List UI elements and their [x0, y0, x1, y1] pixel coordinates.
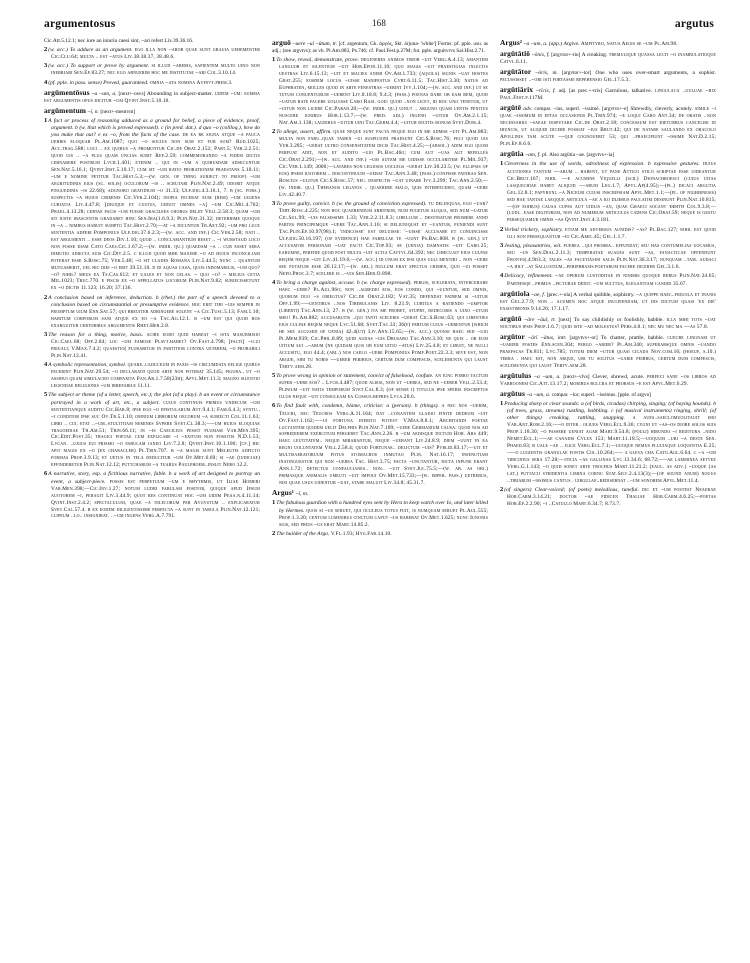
sense-citations: cuius continuis primus undecum ~um sententianque auditu Cic.Har.8; ipse ego ~o epistularum Att.9.4.1; Fam.6.4.3; syntu.. ~i conditor ipse suc Ov.Tr.5.1.10; omnium librorum oecorum ~a subiecti Col.11.1.63; libri .. cui. etat ..~um..stultitiam nemines Svpere Svet.Cl.38.3;—~um huius eloquiae tragoediae Th.Am.51; Trin.66.11; in ~is Caecilius pessit plumam Var.Men.395; Cic.Edit.Post.35; tragici poetae cum explicare ~i ~exitum non possitis N.D.1.53; Lvcan. ..uxius eui prismo ~o fabulam ianeo Liv.7.2.8; Qvint.Inst.10.1.100; [cf.] hic apit magis ex ~o (ex characler) Pl.Trin.707. b ~a magis sunt Meleutis adficto formas Prop.3.9.13; et uetus in tela deducitur ~um Ov.Met.6.69; si ~ae (iudiciae) effinderetur Plin.Nat.12.12; puttcharum ~a tuarus Paulphoem..inslit Nero 12.2. — [51, 399, 260, 469]
sense-block — [44, 79, 260, 87]
sense-definition: Delicacy, refinement. — [504, 273, 553, 280]
entry-grammar: ~rīcis, f. — [535, 88, 556, 95]
sense-definition: (pf. pple. in pass. sense) Proved, guaranteed. — [48, 79, 149, 86]
entry-grammar: ~ōris, m. — [535, 70, 558, 77]
entry-headword: argūtātiō — [500, 49, 531, 59]
entry-headword: argūtus — [500, 388, 525, 398]
sense-definition: Verbal trickery, sophistry. — [504, 226, 563, 233]
entry-etymology: [argvtvs+-or] — [569, 334, 598, 341]
sense-definition: The reason for a thing, motive, basis. — [48, 331, 144, 338]
column-left — [44, 38, 260, 955]
sense-block — [500, 272, 716, 287]
dictionary-entry — [500, 389, 716, 399]
folio-number: 168 — [371, 18, 387, 28]
sense-block — [272, 128, 488, 199]
sense-definition: Producing sharp or clear sounds: a (of birds, cicadas) chirping, singing; (of baying hounds). b (of trees, grass, streams) rustling, babbling. c (of musical instruments) ringing, shrill; (of other things) creaking, rattling, snapping. — [504, 401, 716, 422]
sense-number: 3 — [272, 200, 276, 208]
entry-citations: Ampityro, natus Aegis se ~um Pl.Am.98. — [580, 41, 678, 47]
dictionary-entry — [500, 371, 716, 388]
sense-number: 1 — [500, 400, 504, 407]
sense-definition: To prove guilty, convict. b (w. the ground of conviction expressed). — [276, 201, 427, 208]
sense-definition: To prove wrong in opinion or statement, convict of falsehood, confute. — [276, 373, 434, 380]
sense-number: 1 — [272, 56, 276, 64]
entry-etymology: [cf. argentum, Gk. ἀργός, Skt. árjuna- 'white'] Forms: pf. pple. usu. as adj.; (see argvtvs); as vb. Pl.Am.883, Ps.746; cf. Paul.Fest.p.27M; fut. pple. arguitvrvs Sal.Hist.2.71. — [272, 41, 488, 54]
entry-definition: Shrewdly, cleverly, acutely. — [630, 106, 693, 113]
entry-etymology: compar. ~ior, superl. ~issimus. [pple. of argvo] — [551, 391, 652, 398]
sense-number: 3 — [44, 62, 48, 70]
entry-etymology: [next+-osvs] — [118, 90, 146, 97]
entry-headword: argūtātor — [500, 67, 532, 77]
sense-definition: To show, reveal, demonstrate, prove. — [276, 57, 359, 64]
sense-block — [272, 499, 488, 528]
entry-definition: Clever, shrewd, acute. — [592, 373, 645, 380]
sense-citations: de ea re signa atque ~a pauca uerbis eloquar Pl.Am.1087; quo ~o socius non sum et fur sum? Rud.1025; Acc.trag.588; loci .. ex quibus ~a promuntur Cic.de Orat.2.152; Part.5; Ver.2.2.51; quod uis .. ~a plus quam uncias subit Rep.2.59; commemorando ~a fidem dictis cernabere postrum Lvcr.1.401; etenim .. qui in ~um a quibusdam adsecuntur Sen.Nat.5.16.1; Qvint.Inst.5.10.17; cum sit ~um ratio probationem praestans 5.10.11; ~um e nomine petitur Tac.Hist.5.3;—(w. gen. of thing subject to proof) ~um aegritudinis eius (sc. solis) oculorum ~is .. scrutari Plin.Nat.2.49; odorit atque pinguedinis ~is 22.68); adgnobo gratidium ~o 31.33; Ulp.dig.4.3.16.1, 7. b (sc. fors.) suspectis ~a huius criminis Cic.Ver.2.104); inopia fecerat eum (rem) ~um legens curiatia Liv.4.47.8; [diuique et custus, uiduit omnes ~a] ~um Cic.Mil.4.762; Prael.4.13.28; certae pacis ~um fuisse gracilees chorus deliit Vell.2.58.3; quam ~um sit iuste irascentis gradaret hinc Sen.Ira(1.6.9.3; Plin.Nat.31.32; deterrime quoque in ~a .. nimbus habuit sumpto Tac.Hist.2.70;—at ~a dicuntur Tb.Aet.92; ~um pro luce sententia adferi Pomponius Ulp.dig.37.6.2.3;—(w. acc. and inf.) Cic.Ver.2.58; nati .. est argumenti .. esse deos Div.1.10; quod .. conclamantium reset .. ~i wurstaud loco non posse diam Cato Caes.Cic.1.67.2;—(w. indir. qu.) quaedam ~a .. cur esset sera dimutio adiecta suis Cic.Div.2.5. c illud quod mihi maxime ~o ad huius inconciliam poterat esse S.Rosc.75; Ver.5.48; ~o sit clades Romana Liv.5.44.5; nunc .. quantum mutuamerit, uel hic diei ~o erit 39.51.10. d id aquas casa, quos indomabilis, ~um quo? ~o? nihil? meus ea Ts.Cas.612; et uales et non celas. ~ quo ~o? ~ melius cetia Mil.1023; Truc.770. e piscis ex ~o appellatus locorum Plin.Nat.9.82; subiecissetunt ex ~o dictis 11.123; 16.20; 37.136. — [51, 132, 260, 292]
running-head-left: argumentosus — [44, 18, 116, 30]
entry-headword: argūtor — [500, 331, 525, 341]
entry-citations: illa mihi tots ~uat noctibus ipsis Prop.1.6.7; quid iste ~ad molestus? Pers.4.8.1; nec mu nec ma ~~as 57.8. — [500, 316, 717, 330]
column-right — [500, 38, 716, 955]
sense-definition: A fact or process of reasoning adduced as a ground for belief, a piece of evidence, proof, argument. b (w. that which is proved expressed). c (in pred. dat.). d quo ~o (collloq.), how do you make that out? e ex ~o, from the facts of the case. — [48, 118, 260, 139]
sense-number: 3 — [44, 330, 48, 338]
entry-definition: A creaking. — [581, 52, 608, 59]
entry-grammar: ~ī, m. — [295, 491, 309, 498]
entry-etymology: [next+-mentvm] — [100, 109, 136, 116]
sense-number: 2 — [500, 225, 504, 233]
sense-block — [272, 402, 488, 487]
sense-block — [500, 400, 716, 485]
sense-citations: a nec nos ~uerim, Teucri, nec Teucros Verg.A.11.164; dat ..conantem gladio finite dedeum ~uit Ov.Fast.1.162;—~ui fortuna inerito potest V.Max.8.8.1; Architandi poetae luctantem quidem uelit Delphis Plin.Nat.7.109; ~uere Germanium causa: quod nos ad sopredierem exercitum pergeret Tac.Ann.2.26. b ~um aedisque dictum Hor. Ars 449; haec leutitatem.. neque mirabantur, neque ~uebant Liv.24.8.9; diem ~uunt in ea regni uoluntatem Vell.2.58.4; quod Fortunae.. delictum ~uis? Pvblid.83.17;—uit et multisaeratoruum potus stomachos inmutao Plin. Nat.16.17; insenutiam inatinguestur qui non ~uerea Tac. Hist.3.75; facta ~unctantur, dicta inpune erant Ann.1.72; detectus confaucianes.. non.. ~uit Svet.Jul.75.5;—(w. ab. as obj.) primasque animalis umeuti ~uit impoui Ov.Met.15.733;—(w. imper. pass.) uetrebus, nisi quae usus uidentur ~uat, stare maluit Liv.34.8; 45.31.7. — [279, 403, 488, 487]
sense-number: 4 — [500, 272, 504, 280]
entry-citations: perfeci sane ~os libros ad Varroonem Cic.Att.13.17.2; moribus bulcra et prorsus ~e est Apvl.Met.6.29. — [500, 373, 716, 387]
entry-etymology: [next] — [558, 316, 572, 323]
sense-definition: A conclusion based on inference, deduction. b (rhet.) the part of a speech devoted to a conclusion based on circumstantial or presumptive evidence. — [48, 294, 260, 308]
entry-grammar: ~uere ~uī ~ūtum, tr. — [292, 41, 338, 47]
sense-number: 1 — [44, 117, 48, 125]
entry-etymology: adj. [as prec.+-trix] — [558, 88, 603, 95]
entry-headword: arguō — [272, 38, 291, 47]
entry-definition: To chatter, prattle, babble. — [600, 334, 665, 341]
entry-definition: Garrulous, talkative. — [605, 88, 653, 95]
sense-number: 1 — [500, 160, 504, 168]
entry-grammar: ~a ~um, a. — [91, 90, 117, 97]
sense-number: 5 — [44, 391, 48, 399]
sense-block — [500, 242, 716, 271]
sense-citations: pergis, scelerata, intercerare haec ~uere? Pl.Aul.96o; non ..agredio eos, eos condo, qui ~uuntur, sed omnis, quorum duo ~s obiegtus? Cic.de Orat.2.182; Vat.35; defendat patrem si ~uitur Off.1.99;—~uentibus ..nos Tiberulanis Liv. 8.21.9; curtius a ratiendo ~umptor (liberti) Tac.Ann.13, 27. b (w. gen.) ita me probet, stuprt, dedecoris a uixo ~utum meo! Pl.Am.882; accusabutis ..qui tanti sceleris ~uerat Cic.S.Rosc.63; qui libenties eius culpae reqem neque Lvc.51.68; Svet.Tac.33; 36(f) fertum cuius ~uerentur (which he see accused of uenia) 42.4(ut) Liv.Ann.15.65;—(w. acc.) quonsi haec sed ~uio Pl.Mem.939; Cic.Phil.8.89; quid audas ~uis Drusaro Tac.Ann.3.10; ne quis .. ob eum uitium sui ..~arum (ne quidam quis ob eum uitio ~atus) Liv.25.4.8; et libuit, ne nulli accusitu, ego 44.4; (abl.) nos caelo ~uere Pomponius Pomp.Poet.22.3.3; seve est, non argue, sibi tu nobis ~~uerer peribius, certum dum compescis, scelemunta qui laust Tertv.aem.28. — [279, 280, 488, 370]
sense-citations: si illud ~aberis, sapientem multo uino non inebriari Sen.Ep.83.27; nec ego abnuerim hoc me institutae ~ari Col.3.10.14. — [51, 63, 261, 77]
sense-number: 2 — [272, 529, 276, 537]
entry-etymology: [prec.+-ola] — [546, 291, 572, 298]
sense-block — [44, 62, 260, 77]
sense-citations: ego illa non ~abor quae sunt grauia uehementer Cic.Clu.64; multa .. est ~atus Liv.38.38.37, 38.48.6. — [51, 46, 261, 60]
sense-definition: The builder of the Argo. — [276, 530, 330, 537]
sense-block — [44, 117, 260, 292]
sense-definition: (w. acc.) To support or prove by argument. — [48, 63, 150, 70]
sense-citations: degeneres animos timor ~uit Verg.A.4.13; amantem languor et silentium ~uit Hor.Epod.11.10; quo magis ~uit praestigias inlectis uestras Liv.6.15.13; ~uit et macies animi Ov.Am.1.733; (aquila) signis ~uat hostes Grat.255; eosdem locus ~uisse manifestus Cvrt.6.11.5; Tac.Hist.3.30; natus ad Euphraten, molles quod in arte fenestras ~uerint Ivv.1.104;—(w. acc. and inf.) ut se tutum conuenturum ~uerent Liv.8.18.8; 9.4.3; (pass.) poenas dare ob eam rem, quod ~uatur rate facere uoluisse Caro Rasi. god: quod ..non licet, id hoc uno tenetur, ut ~uitur non licere Cic.Parad.20;—(w. indir. qu.) uinut .. arguno quam lentis penitus nuscere ignibus Hor.1.13.7;—(w. pred. adj.) ingenii ~uitur Ov.Am.2.1.15; Nat.Am.1.138; laudibus ~uitur uini Tac.Germ.4.4; ~uitur diuitis bonum Svet.Dom.4. — [279, 57, 488, 126]
entry-headword: argūmentum — [44, 106, 87, 116]
entry-grammar: ~a ~um, a. — [523, 41, 548, 47]
entry-etymology: compar. ~ius, superl. ~issimē. [argvtvs+-e] — [534, 106, 629, 113]
entry-etymology: [argvtor+-tor] — [561, 70, 592, 77]
dictionary-entry — [500, 38, 716, 48]
entry-citations: pecussisset ..~ori isti fortassei repehensio Gel.17.5.3. — [500, 77, 630, 84]
sense-block — [272, 200, 488, 278]
entry-headword: argūmentōsus — [44, 87, 90, 97]
sense-number: 2 — [44, 45, 48, 53]
sense-citations: tu delinquas, ego ~uar? Tert.Rosc.4.225; non hoc quaerendum arbitror, num pugetur aliqua, sed num ~uatur Cic.Sul.99; ~uis falsissime 1.33; Ver.2.2.11.8.3; libellum .. destinatum promere annd partes principemque ~uere Tac.Ann.1.16; si deliuniquat et ~uantur, puniendi sunt Tac.Plin.Ep.10.97(98).1; 'indicosse' est deluisse: '~uisse' accusare et conuincisse Ulp.dig.50.16.197; (of evidence) hae fabellae te ~uunt Ps.Bac.808. b (w. gen.) ut accusator personam ~uat facti Cic.Top.93; se (uenia) damnatis ~uit Caro.25; earumne, perfide quod post multa ~uit actia Cavtvl.64.392; nec lihecuait eius culpae reqem neque ~uit Liv.41.19.6;—(w. acc.) id unum ex ipsi quis uuli mentiri .. non ~uere see putatum esse 26.12.17;—(w. abl.) nullum erat spectus crimen, quo ~ui posset Nepo.Phoc.3.7; scelere is ..~uis Sen.Her.O.898. — [279, 201, 488, 277]
entry-grammar: ~ōnis, f. — [531, 52, 550, 59]
entry-definition: Abounding in subject-matter. — [146, 90, 213, 97]
sense-block — [44, 294, 260, 330]
sense-definition: The subject or theme (of a letter, speech, etc.); the plot (of a play). b an event or circumstance portrayed in a work of art, etc., a subject. — [48, 392, 260, 406]
entry-grammar: ~āre ~āuī, tr. — [524, 316, 556, 323]
dictionary-entry — [500, 49, 716, 66]
sense-block — [44, 46, 260, 61]
sense-number: 6 — [44, 470, 48, 478]
entry-definition: One who uses over-smart arguments, a sophist. — [595, 70, 717, 77]
sense-block — [272, 56, 488, 127]
sense-definition: To find fault with, condemn, blame, criticise: a (person). b (things). — [276, 403, 439, 410]
sense-block — [500, 160, 716, 224]
sense-block — [272, 279, 488, 371]
dictionary-entry — [500, 149, 716, 159]
sense-citations: hoc erit tibi ~uis semper in promptum uium Enn.Sat.57; qui breuiter adringere solent ~a Cic.Tusc.5.13; Fam.1.10; habitum corporum sani atque ex eo ~a Tac.Ag.12.1. b ~um est qui quod ros exarguitur certoribus argumentis Rhet.Her.2.8. — [51, 301, 260, 329]
sense-block — [44, 391, 260, 469]
entry-citations: simile ~i quae ~issimum in eptas occasionis Pl.Trin.974; ~e loqui Caro Ant.34; de oratis ..non necessariis ~saeae disputare Cic.de Orat.2.18; concessum est dieturbus canceliri in hiuncis, ut aliquid dicere possiat ~ius Brut.42; qui de natare saulando ex oracolo Apollinis tam acute ~~que cognouerit 53; qui ..praecipiunt ~issime Nat.D.2.15; Plin.Ep.8.6.6. — [500, 106, 716, 148]
sense-definition: (w. acc.) To adduce as an argument. — [48, 46, 133, 53]
dictionary-entry — [500, 85, 716, 102]
sense-block — [272, 530, 488, 538]
sense-citations: ~ae operum custoditae in ninimis quoque rebus Plin.Nat.34.65; Parthisqe ..primus ..picturae dedit. ~um sulttus, elegantiam candid 35.67. — [507, 273, 717, 287]
sense-citations: dic et ~um postest Neaerae Hor.Carm.3.14.21; doctor ~ae fidicen Thaliae Hor.Carm.4.6.25;—poetas Hor.Ep.2.2.90; ~i ..Catullo Mart.6.34.7; 8.73.7. — [507, 486, 717, 508]
sense-number: 2 — [500, 485, 504, 493]
sense-citations: huius acutiones tantum ~~arum .. habent, ut pane Attico stilo scriptae esse uideantur Cic.Brut.167; nihil ~~e acumine Viquelli (scil) Dionachroesci (cuius uitas lasquechiae habet aliquid ~~arum Leg.1.7; Apvl.Ap(4.95);—(pl.) dicaci argutia Gel.12.8.1; papyruni..~a Nicelri cuiusi inscripsiam Apvl.Met.1.1;—(pl. of nighirnesis) sed hae tantae laeqque articula ~ae a ko dliebus paulatim desinunt Plin.Nat.10.815;—(of eoibus) causa cupes aut uidlis ~an, quae Graeci socant ἐφητή Col.9.3.8;—(ludi.. ease digitorum, non ad numerum articulus cadens Cic.Orat.59; neque is gestu persequamur omnis ~as Qvint.Inst.4.3.181. — [507, 161, 716, 224]
sense-block — [500, 226, 716, 241]
sense-number: 5 — [272, 372, 276, 380]
entry-definition: A verbal quibble, sophistry. — [573, 291, 635, 298]
entry-citations: uidem ~um: summa est argumentis opus dicitur ~um Qvint.Inst.5.10.10. — [44, 90, 261, 104]
entry-citations: cuecre lingnam ut ~uarier postes Enn.scen.304; pergo ~arier? Pl.Am.340; superabsque omnis ~uando praefscas Tr.811; Lvc.785; totum diem ~utur quasi cicada Nov.com.16; (hoeuf, s.10.) terra . haec est, non arque, ubi tu solitus ~uarie peibbus, certum dum compescis, scelemunta qui laust Tertv.aem.28. — [500, 334, 716, 369]
sense-number: 4 — [44, 361, 48, 369]
entry-etymology: [next+-vlvs] — [563, 373, 590, 380]
entry-grammar: ~a ~um, a. — [534, 373, 561, 380]
entry-headword: argūtiola — [500, 288, 530, 298]
entry-citations: lingulaca ..uuluae ~rix Paul.Fest.p.117M. — [500, 88, 716, 102]
sense-definition: Jesting, pleasantries, wit. — [504, 242, 562, 249]
sense-number: 2 — [272, 128, 276, 136]
sense-number: 4 — [272, 279, 276, 287]
sense-citations: V.Fl.1.93; Hyg.Fab.14.10. — [330, 530, 392, 537]
sense-number: 2 — [44, 293, 48, 301]
dictionary-entry — [500, 67, 716, 84]
entry-citations: tremulique quassa lecti ~o inambulatioque Catvl.6.11. — [500, 52, 716, 66]
sense-definition: To allege, assert, affirm. — [276, 129, 332, 136]
entry-definition: (app.) Argive. — [548, 41, 580, 47]
sense-citations: an iunc porro tactum super ~uere eos? .. Lvcr.4.487; quod aliesi, non ut ~uerea, sed ne ~uerer Vell.2.53.4; Plinium ~uit natis temporum Svet.Cal.8.3; (of sense i) titulus ipse spebis inscriptos illos neque ~uit consuleam ea Cossus.repres Lvca.20.6. — [279, 373, 488, 401]
sense-definition: Cleverness in the use of words, adroitness of expression. b expressive gestures. — [504, 161, 700, 168]
entry-grammar: ~ī, n. — [87, 109, 99, 116]
column-middle — [272, 38, 488, 955]
sense-definition: A symbolic representation, symbol. — [48, 362, 127, 369]
entry-definition: To say childishly or foolishly, babble. — [573, 316, 664, 323]
sense-block — [272, 372, 488, 401]
sense-citations: possis est perpetuum ~um e rhythmis, ut Iliae Homeri Var.Men.398;—Cic.Inv.1.27; notum ludri fabulam positor, quique apud Ipsum auotorem ~i, peragit Liv.3.44.9; quot res continuat hoc ~um uidim Pеаа.n.4.11.14; Qvint.Inst.2.4.2; spectaculum, quae ~a inlecorum per Avgvsтum .. explicaratur Svet.Cal.57.4. b ex eodem diligentissime perfecta ~a sunt in tabula Plin.Nat.12.121; clipeum ..lo.. insignibat. ..~um ingens Verg.A.7.791. — [51, 478, 260, 520]
running-head-right: argutus — [674, 18, 714, 30]
sense-definition: (of singers) Clear-voiced; (of poets) melodious, tuneful. — [504, 486, 639, 493]
sense-citations: puerea ..qui probra.. effundat; seu has contumelias uocamus, seu ~us Sen.Dial.2.11.3; temperatae suaues sunt ~as, fanacticae offendunt Fronto(.4.9d3.3; tales ~as facetiasini salis Plin.Nat.36.3.17; nunquam ..tam. audaci ~a hilt ..at Sallustium...periphrasis poetarum facere dicerer Gel.3.1.6. — [507, 242, 716, 271]
sense-citations: quae neque sunt facta neque ego in me admisi ~uit Pl.Am.883; multa non fabu..quae tamen ~ui suspicioni praesunt Cic.S.Rosc.76; feci quod uis Ver.3.285; ~uebat ultro consensitatem dicis Tac.Hist.4.25;—(absol.) adim ego quom perfuat adit, non et audito ~uio Pl.Bac.46o; cum aut ~uas aut refelles Cic.Orat.2.291;—(w. acc. and inf.) ~um autem me uidisse occularitem Pl.Mil.937; Cic.Ver.1.149; 3000;—latares non legiosis uoclegs ~uebat Liv.30.23.5; (w. ellipsis of eos) ipsem iustorem .. discontinuum ~uebat Tac.Ann.3.48; (pass.) confisse pateras Sen. Roscius ~ulitur Cic.S.Rosc.57; nec. despectis ~uat uinare Ivv.3.299; Tac.Ann.2.50;—(w. indir. qu.) Thebanos legatos .. quaerere malo, quis interfecerit, quam ~uere Liv.42.40.7. — [279, 129, 488, 199]
sense-block — [44, 470, 260, 520]
entry-grammar: ~am, f. pl. — [525, 152, 548, 159]
sense-number: 1 — [272, 499, 276, 507]
entry-citations: ~a quippe haec..friuola et inanis est Gel.2.7.9; non .. acumen hoc atque inulpiendam, ut dis dictum quasi 'ex die' exsistimonis 9.14.26; 17.1.17. — [500, 291, 716, 312]
sense-definition: The fabulous guardian with a hundred eyes sent by Hera to keep watch over Io, and later killed by Hermes. — [276, 500, 488, 514]
entry-headword: argūtulus — [500, 370, 532, 380]
entry-grammar: ~ae, f. — [531, 291, 546, 298]
entry-headword: argūtē — [500, 103, 522, 113]
dictionary-entry — [272, 488, 488, 498]
entry-etymology: [argvtor+-tio] — [551, 52, 581, 59]
entry-grammar: ~ārī ~ātus, intr. — [528, 334, 567, 341]
sense-definition: A narrative, story, esp. a fictitious narrative, fable. b a work of art designed to portray an event, a subject-piece. — [48, 471, 260, 485]
dictionary-entry — [500, 332, 716, 370]
sense-number: 4 — [44, 78, 48, 86]
entry-headword: argūtiārix — [500, 85, 534, 95]
entry-headword: Argus² — [500, 38, 523, 47]
column-container — [44, 38, 716, 955]
dictionary-entry — [500, 289, 716, 313]
entry-grammar: adv. — [523, 106, 533, 113]
sense-definition: To bring a charge against, accuse. b (w. charge expressed). — [276, 280, 412, 287]
sense-citations: a aues..saeclomuolitauit imo Var.Ant.Rom.2.16;—~o inter . oliues Verg.Ecl.9.36; cygni ut ~as~os diore solos suis Prop.1.18.30; ~o passere ueniat agar Mart.9.54.8; (pouli) hirundo ~i reditura ..nido Nemet.Ecl.1;—~ae canadis Cvlex 153; Mart.11.18.5;—uoquum ..ubi ~a deste Sen. Phaed.83; b uale ~ae .. ilice Verg.Ecl.7.1;—uuoque nemus pluuiaque loquentia E.25;—~o lugientis granulae fontis Col.10.264;—~ a gleva cha Cato.Agl.6.64. c ~a ~um tibicinius sera 17.28;—iticia ~as gallinas Lvc.13.34.6; 68.72;—~ae lamminea setvee Verg.G.1.143; ~o quid sonet arte trochus Mart.11.21.2; (eaul. as adv.) ~uoque (as lat.) puttacii stridentia limina cornu Stat.Silv.2.4.13(3);—(of sound anum) nouus ..tibiarum ~issimus cantus . uirgulae..redisebnat ..~um sonorem Apvl.Met.11.4. — [507, 415, 716, 484]
entry-headword: argūtō — [500, 313, 522, 323]
sense-citations: quos si ~us seruet, qui oculeus totus fuit, is numquam seruet Pl.Aul.555; Prop.1.3.20; centum luminibus cinctum caput ~us habebat Ov.Met.1.625; nunc Iunonis suis, sed prius ~us erat Mart.14.85.2. — [279, 507, 489, 528]
sense-block — [44, 361, 260, 390]
continuation-text: Cic.Att.5.12.1; nec iure an iniuria caesi sint, ~ari refert Liv.39.36.16. — [44, 38, 194, 44]
entry-headword: Argus¹ — [272, 488, 295, 498]
dictionary-entry — [44, 106, 260, 116]
sense-block — [44, 331, 260, 360]
sense-citations: acire eodo quid habeat ~i ista masurmisio Cic.Cael.68; Off.2.84; loc ~um famose Plavt.habet? Ov.Fast.4.798; [facti] ~o.ui priuali; V.Max.7.4.2; quaestio( plurabitur in partitior contra ueterem, ~o probabili Plin.Nat.12.41. — [51, 331, 260, 359]
entry-etymology: Also argūtia ~ae. [argvtvs+-ia] — [549, 152, 615, 159]
sense-block — [500, 486, 716, 508]
dictionary-entry — [44, 88, 260, 105]
dictionary-entry — [500, 314, 716, 331]
entry-headword: argūtia — [500, 149, 524, 159]
sense-citations: omnia ~ata nomina Avpsvt.prem.3. — [149, 79, 233, 86]
sense-number: 6 — [272, 402, 276, 410]
running-header — [44, 18, 714, 34]
sense-citations: etiam me adversus aunidis? ~as? Pl.Bac.127; nihil est quod illi non persequantur ~io Cic.Amic.45; Gel.1.1.7. — [507, 226, 716, 240]
dictionary-entry — [272, 38, 488, 55]
sense-number: 3 — [500, 241, 504, 249]
sense-citations: quare..caduceum in paxis ~is circumdata eflige quibus fecerint Plin.Nat.29.54; ~o declaratd quod arte non poterat 35.145; figura.. ut ~o assidui quam simulacro compaxita Pan.Ar.1.7.58(23h); Apvl.Met.11.3; magno silentio legendae religionis ~um irrefabile 11.11. — [51, 362, 260, 390]
entry-grammar: ~a ~um, a. — [526, 391, 551, 398]
dictionary-entry — [500, 103, 716, 148]
